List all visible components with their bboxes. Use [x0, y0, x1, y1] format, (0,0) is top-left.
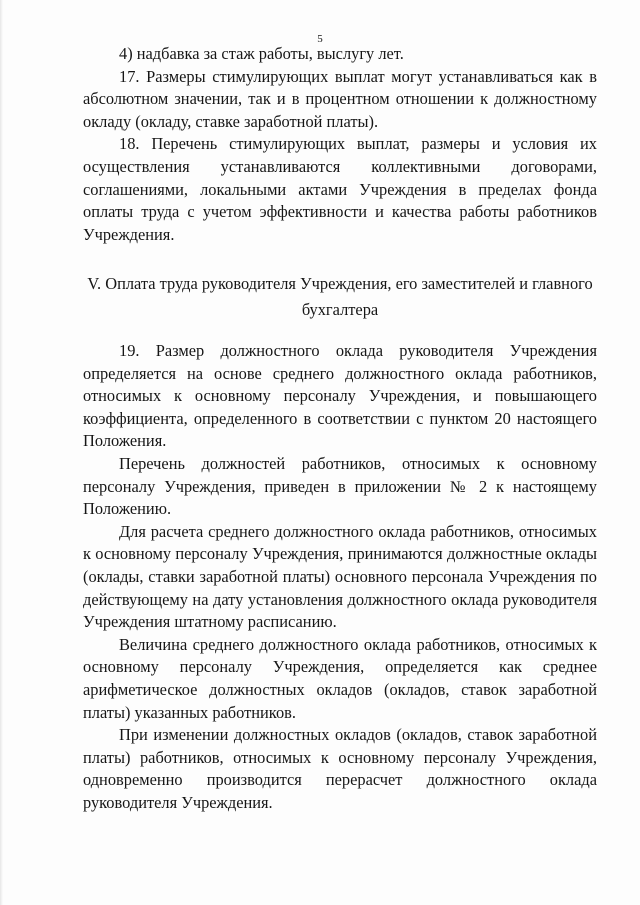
paragraph-18: 18. Перечень стимулирующих выплат, размеры и условия их осуществления устанавливаются коллективными договорами, соглашениями, локальными актами Учреждения в пределах фонда оплаты труда с учетом эффективности и качества работы работников Учреждения.	[83, 134, 597, 244]
section-heading: V. Оплата труда руководителя Учреждения, его заместителей и главного бухгалтера	[87, 274, 593, 319]
paragraph-item-4: 4) надбавка за стаж работы, выслугу лет.	[119, 44, 404, 63]
section-body	[83, 340, 597, 814]
paragraph-average-salary-basis: Для расчета среднего должностного оклада работников, относимых к основному персоналу Учреждения, принимаются должностные оклады (оклады, ставки заработной платы) основного персонала Учреждения по действующему на дату установления должностного оклада руководителя Учреждения штатному расписанию.	[83, 521, 597, 632]
paragraph-average-calculation: Величина среднего должностного оклада работников, относимых к основному персоналу Учреждения, определяется как среднее арифметическое должностных окладов (окладов, ставок заработной платы) указанных работников.	[83, 634, 597, 722]
paragraph-17: 17. Размеры стимулирующих выплат могут устанавливаться как в абсолютном значении, так и в процентном отношении к должностному окладу (окладу, ставке заработной платы).	[83, 66, 597, 131]
page-number: 5	[317, 33, 323, 45]
paragraph-19: 19. Размер должностного оклада руководителя Учреждения определяется на основе среднего должностного оклада работников, относимых к основному персоналу Учреждения, и повышающего коэффициента, определенного в соответствии с пунктом 20 настоящего Положения.	[83, 341, 597, 451]
paragraph-position-list: Перечень должностей работников, относимых к основному персоналу Учреждения, приведен в приложении № 2 к настоящему Положению.	[83, 453, 597, 519]
top-section	[83, 43, 597, 246]
paragraph-recalculation: При изменении должностных окладов (окладов, ставок заработной платы) работников, относимых к основному персоналу Учреждения, одновременно производится перерасчет должностного оклада руководителя Учреждения.	[83, 725, 597, 812]
